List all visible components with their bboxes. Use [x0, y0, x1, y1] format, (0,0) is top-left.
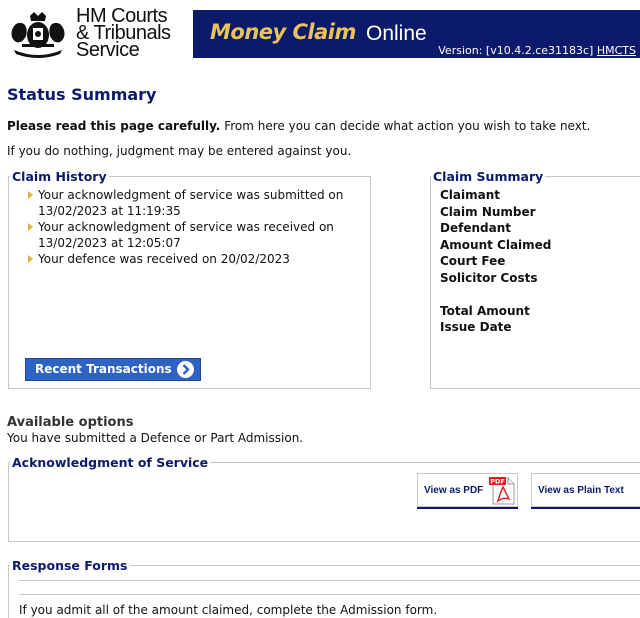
page-header: [0, 0, 640, 62]
history-item: Your defence was received on 20/02/2023: [27, 251, 357, 267]
view-as-plain-text-label: View as Plain Text: [538, 485, 624, 496]
pdf-file-icon: [489, 475, 517, 505]
judgment-warning: If you do nothing, judgment may be entered against you.: [7, 144, 352, 158]
acknowledgment-panel: [8, 455, 640, 542]
summary-defendant: Defendant: [440, 221, 511, 235]
divider: [19, 594, 640, 595]
summary-court-fee: Court Fee: [440, 254, 506, 268]
summary-amount-claimed: Amount Claimed: [440, 237, 552, 252]
hmcts-link[interactable]: HMCTS: [596, 44, 636, 57]
page-title: Status Summary: [7, 85, 157, 104]
claim-summary-list: [440, 187, 551, 336]
hmcts-org-name: [76, 5, 171, 61]
org-line-2: & Tribunals: [76, 22, 171, 44]
response-forms-panel: [8, 558, 640, 618]
app-name-money-claim: Money Claim: [210, 20, 356, 44]
intro-rest: From here you can decide what action you wish to take next.: [224, 119, 591, 133]
summary-claimant: Claimant: [440, 188, 501, 202]
recent-transactions-button[interactable]: [25, 358, 201, 381]
royal-crest-icon: [8, 10, 68, 58]
version-text: Version: [v10.4.2.ce31183c]: [438, 44, 594, 57]
view-as-plain-text-button[interactable]: [531, 473, 640, 507]
version-label: [438, 44, 636, 57]
response-forms-text: If you admit all of the amount claimed, complete the Admission form.: [19, 603, 438, 617]
summary-solicitor-costs: Solicitor Costs: [440, 270, 538, 285]
claim-summary-legend: Claim Summary: [433, 169, 544, 184]
view-as-pdf-button[interactable]: [417, 473, 518, 507]
summary-claim-number: Claim Number: [440, 204, 536, 219]
org-line-1: HM Courts: [76, 5, 168, 27]
intro-text: [7, 119, 590, 133]
claim-history-panel: [8, 169, 371, 389]
available-options-title: Available options: [7, 415, 134, 430]
chevron-right-icon: [177, 361, 194, 378]
history-item: Your acknowledgment of service was received on 13/02/2023 at 12:05:07: [27, 219, 357, 251]
history-item: Your acknowledgment of service was submitted on 13/02/2023 at 11:19:35: [27, 187, 357, 219]
available-options-text: You have submitted a Defence or Part Admission.: [7, 431, 304, 445]
response-forms-legend: Response Forms: [12, 558, 128, 573]
divider: [19, 580, 640, 581]
app-banner: [193, 10, 640, 58]
acknowledgment-legend: Acknowledgment of Service: [12, 455, 209, 470]
recent-transactions-label: Recent Transactions: [35, 362, 172, 376]
view-as-pdf-label: View as PDF: [424, 485, 484, 496]
app-name-online: Online: [366, 22, 427, 45]
claim-summary-panel: [430, 169, 640, 389]
summary-total-amount: Total Amount: [440, 303, 530, 318]
claim-history-legend: Claim History: [12, 169, 107, 184]
org-line-3: Service: [76, 39, 140, 61]
claim-history-list: [27, 187, 357, 267]
intro-bold: Please read this page carefully.: [7, 119, 221, 133]
pdf-icon-text: PDF: [490, 477, 505, 486]
summary-issue-date: Issue Date: [440, 320, 512, 334]
